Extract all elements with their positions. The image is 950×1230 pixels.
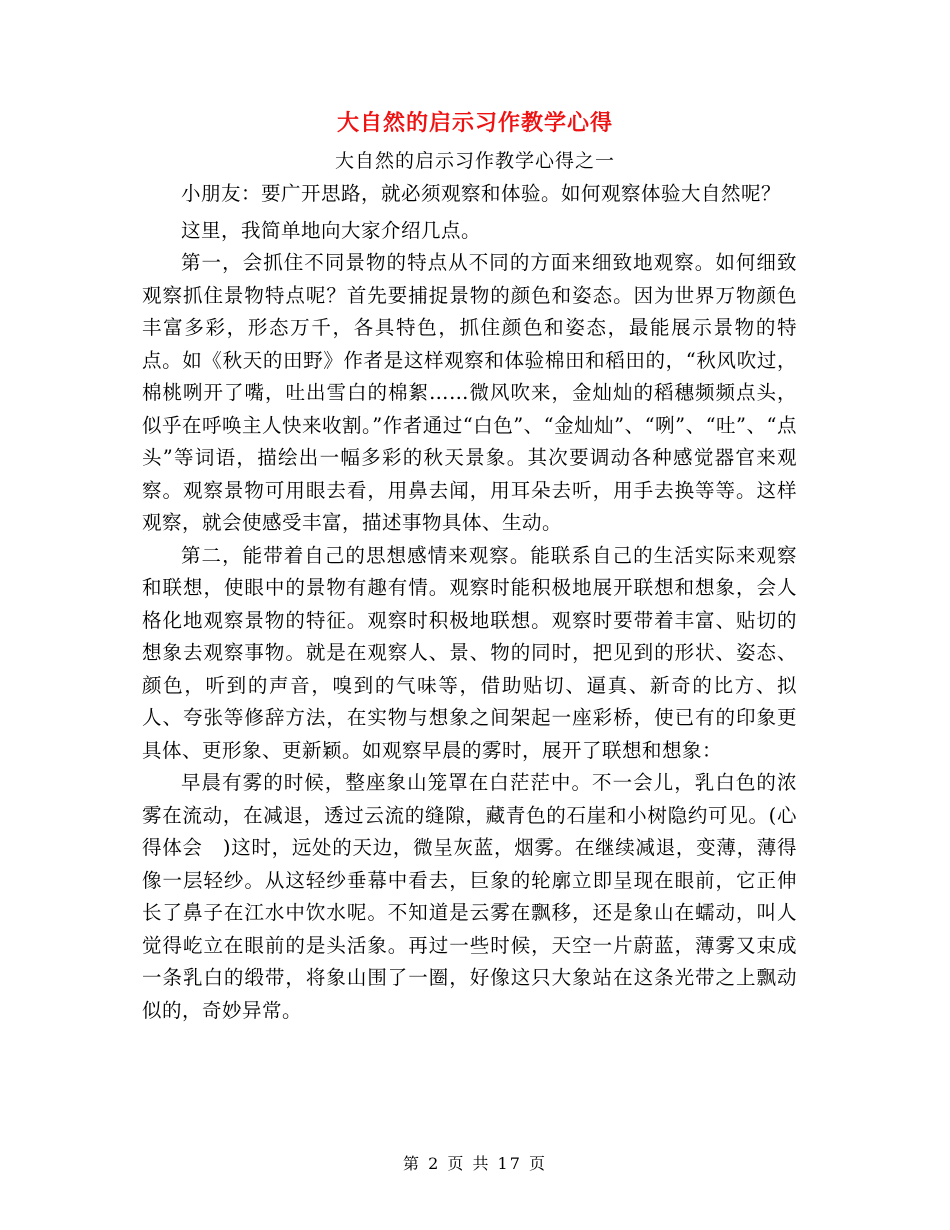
paragraph-overview: 这里，我简单地向大家介绍几点。 [181, 218, 482, 242]
page-number-footer: 第 2 页 共 17 页 [403, 1154, 547, 1173]
paragraph-fog-example: 早晨有雾的时候，整座象山笼罩在白茫茫中。不一会儿，乳白色的浓雾在流动，在减退，透过云流的缝隙，藏青色的石崖和小树隐约可见。(心得体会 )这时，远处的天边，微呈灰蓝，烟雾。在继续减退，变薄，薄得像一层轻纱。从这轻纱垂幕中看去，巨象的轮廓立即呈现在眼前，它正伸长了鼻子在江水中饮水呢。不知道是云雾在飘移，还是象山在蠕动，叫人觉得屹立在眼前的是头活象。再过一些时候，天空一片蔚蓝，薄雾又束成一条乳白的缎带，将象山围了一圈，好像这只大象站在这条光带之上飘动似的，奇妙异常。 [142, 771, 797, 1022]
paragraph-point-two: 第二，能带着自己的思想感情来观察。能联系自己的生活实际来观察和联想，使眼中的景物有趣有情。观察时能积极地展开联想和想象，会人格化地观察景物的特征。观察时积极地联想。观察时要带着丰富、贴切的想象去观察事物。就是在观察人、景、物的同时，把见到的形状、姿态、颜色，听到的声音，嗅到的气味等，借助贴切、逼真、新奇的比方、拟人、夸张等修辞方法，在实物与想象之间架起一座彩桥，使已有的印象更具体、更形象、更新颖。如观察早晨的雾时，展开了联想和想象： [142, 543, 797, 762]
paragraph-point-one: 第一，会抓住不同景物的特点从不同的方面来细致地观察。如何细致观察抓住景物特点呢？首先要捕捉景物的颜色和姿态。因为世界万物颜色丰富多彩，形态万千，各具特色，抓住颜色和姿态，最能展示景物的特点。如《秋天的田野》作者是这样观察和体验棉田和稻田的，“秋风吹过，棉桃咧开了嘴，吐出雪白的棉絮……微风吹来，金灿灿的稻穗频频点头，似乎在呼唤主人快来收割。”作者通过“白色”、“金灿灿”、“咧”、“吐”、“点头”等词语，描绘出一幅多彩的秋天景象。其次要调动各种感觉器官来观察。观察景物可用眼去看，用鼻去闻，用耳朵去听，用手去换等等。这样观察，就会使感受丰富，描述事物具体、生动。 [142, 251, 797, 534]
paragraph-intro: 小朋友：要广开思路，就必须观察和体验。如何观察体验大自然呢？ [181, 182, 782, 205]
document-subtitle: 大自然的启示习作教学心得之一 [334, 150, 615, 172]
document-body [142, 178, 797, 1027]
document-title: 大自然的启示习作教学心得 [336, 111, 613, 136]
